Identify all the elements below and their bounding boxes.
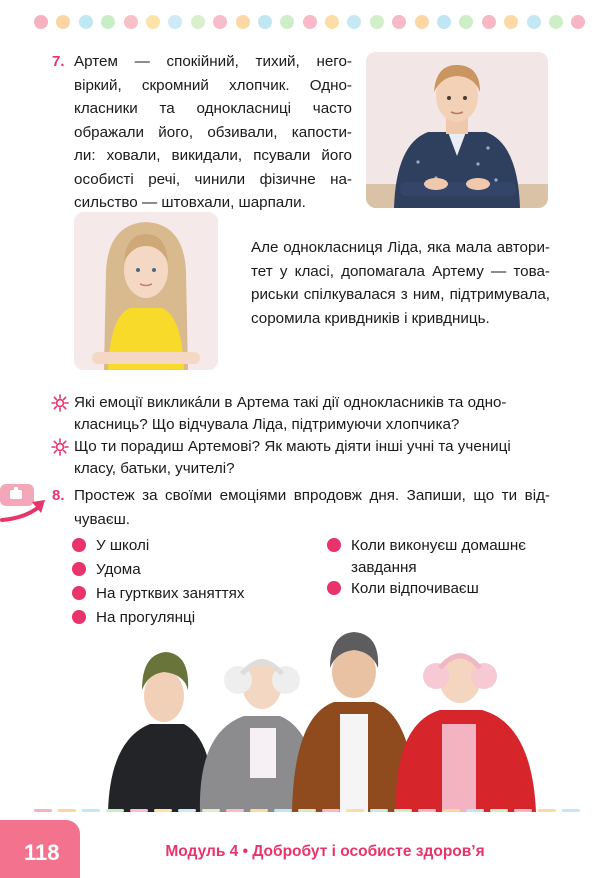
lida-line: соромила кривдників і кривдниць.: [251, 309, 490, 327]
smiley-icon: [72, 538, 86, 552]
question-2: [74, 436, 554, 480]
boy-illustration: [366, 52, 548, 208]
decor-dash: [106, 809, 124, 812]
decor-dot: [504, 15, 518, 29]
decor-dash: [346, 809, 364, 812]
lida-text: [251, 236, 550, 330]
decor-dot: [124, 15, 138, 29]
task-7-line: ли: ховали, викидали, псували його: [74, 147, 352, 164]
list-item-label: На прогулянці: [96, 609, 196, 626]
decor-dash: [562, 809, 580, 812]
decor-dot: [34, 15, 48, 29]
list-item: [96, 559, 141, 581]
task-8-line: чуваєш.: [74, 510, 131, 528]
list-item-label: Коли виконуєш домашнє: [351, 537, 526, 554]
decor-dot: [392, 15, 406, 29]
decor-dash: [538, 809, 556, 812]
decor-dash: [202, 809, 220, 812]
decor-dot: [459, 15, 473, 29]
task-8-text: [74, 484, 550, 531]
list-item-label: Удома: [96, 561, 141, 578]
decor-dash: [370, 809, 388, 812]
decor-dash: [322, 809, 340, 812]
smiley-icon: [72, 562, 86, 576]
decor-dot: [236, 15, 250, 29]
decor-dot: [168, 15, 182, 29]
task-7-number: 7.: [52, 53, 65, 70]
decor-dot: [146, 15, 160, 29]
briefcase-arrow-icon: [0, 482, 50, 526]
decor-dash: [58, 809, 76, 812]
decor-dash: [226, 809, 244, 812]
decor-dot: [571, 15, 585, 29]
list-item-label: Коли відпочиваєш: [351, 580, 479, 597]
task-7-line: віркий, скромний хлопчик. Одно-: [74, 76, 352, 94]
question-1: [74, 392, 554, 436]
list-item: [96, 607, 195, 629]
smiley-icon: [327, 581, 341, 595]
decor-dot: [191, 15, 205, 29]
task-7-text: [74, 50, 352, 215]
decor-dash: [34, 809, 52, 812]
question-line: Які емоції викликáли в Артема такі дії однокласників та одно-: [74, 394, 507, 411]
decor-dot: [482, 15, 496, 29]
girl-illustration: [74, 212, 218, 370]
question-line: класу, батьки, учителі?: [74, 460, 235, 477]
smiley-icon: [327, 538, 341, 552]
kids-group-illustration: [104, 628, 550, 812]
decor-dot: [325, 15, 339, 29]
question-line: класниць? Що відчувала Ліда, підтримуючи хлопчика?: [74, 416, 460, 433]
task-7-line: особисті речі, чинили фізичне на-: [74, 170, 352, 188]
footer-title: Модуль 4 • Добробут і особисте здоров’я: [165, 843, 485, 860]
sun-icon: [51, 394, 69, 412]
page-number: 118: [24, 840, 60, 865]
task-7-line: Артем — спокійний, тихий, него-: [74, 53, 352, 70]
list-item-label: завдання: [351, 559, 417, 576]
decor-dash: [178, 809, 196, 812]
list-item: [96, 535, 149, 557]
list-item-label: На гуртквих заняттях: [96, 585, 245, 602]
decor-dash: [82, 809, 100, 812]
decor-dash: [466, 809, 484, 812]
task-8-number: 8.: [52, 487, 65, 504]
decor-dash: [490, 809, 508, 812]
lida-line: Але однокласниця Ліда, яка мала автори-: [251, 239, 550, 256]
top-dot-row: [34, 15, 594, 29]
task-7-line: сильство — штовхали, шарпали.: [74, 194, 306, 211]
decor-dot: [101, 15, 115, 29]
list-item: [96, 583, 244, 605]
task-7-line: класники та однокласниці часто: [74, 100, 352, 117]
list-item: [351, 535, 526, 579]
girl-photo: [74, 212, 218, 370]
question-line: Що ти порадиш Артемові? Як мають діяти інші учні та учениці: [74, 438, 511, 455]
decor-dot: [303, 15, 317, 29]
list-item: [351, 578, 479, 600]
decor-dot: [370, 15, 384, 29]
decor-dot: [258, 15, 272, 29]
decor-dash: [154, 809, 172, 812]
lida-line: риськи спілкувалася з ним, підтримувала,: [251, 286, 550, 303]
smiley-icon: [72, 586, 86, 600]
decor-dash: [514, 809, 532, 812]
decor-dot: [79, 15, 93, 29]
decor-dot: [415, 15, 429, 29]
decor-dash: [442, 809, 460, 812]
decor-dot: [280, 15, 294, 29]
decor-dot: [549, 15, 563, 29]
decor-dot: [347, 15, 361, 29]
bottom-dash-row: [34, 809, 600, 813]
decor-dot: [56, 15, 70, 29]
decor-dot: [437, 15, 451, 29]
decor-dash: [274, 809, 292, 812]
smiley-icon: [72, 610, 86, 624]
decor-dash: [250, 809, 268, 812]
decor-dash: [130, 809, 148, 812]
decor-dash: [394, 809, 412, 812]
boy-photo: [366, 52, 548, 208]
decor-dot: [527, 15, 541, 29]
decor-dot: [213, 15, 227, 29]
list-item-label: У школі: [96, 537, 150, 554]
task-8-line: Простеж за своїми емоціями впродовж дня. Запиши, що ти від-: [74, 487, 550, 504]
decor-dash: [298, 809, 316, 812]
sun-icon: [51, 438, 69, 456]
task-7-line: ображали його, обзивали, капости-: [74, 123, 352, 141]
lida-line: тет у класі, допомагала Артему — това-: [251, 262, 550, 280]
decor-dash: [418, 809, 436, 812]
